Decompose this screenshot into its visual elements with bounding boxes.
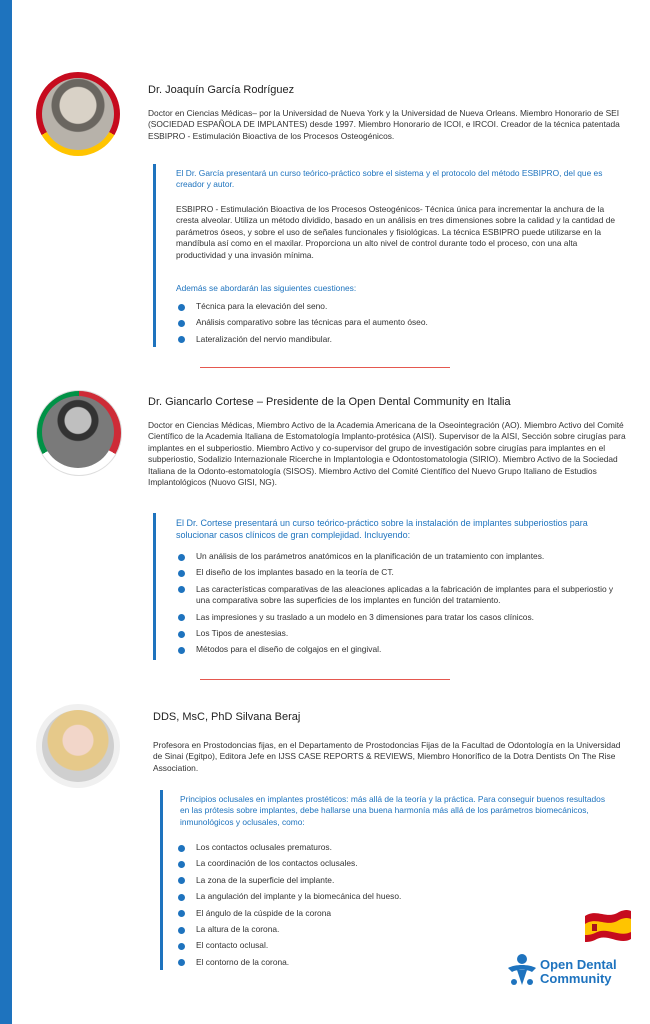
bullet-icon xyxy=(178,336,185,343)
bullet-icon xyxy=(178,554,185,561)
course-description: ESBIPRO - Estimulación Bioactiva de los Procesos Osteogénicos- Técnica única para incrementar la anchura de la cresta alveolar. Utiliza un método dividido, basado en un análisis en tres dimensiones sobre la calidad y la cantidad de parámetros óseos, y sobre el uso de señales funcionales y fisiológicas. La técnica ESBIPRO puede utilizarse en la mandíbula así como en el maxilar. Proporciona un alto nivel de control durante todo el proceso, con una alta productividad y una invasión mínima. xyxy=(176,204,616,260)
list-item: La angulación del implante y la biomecánica del hueso. xyxy=(176,891,516,902)
speaker-bio: Doctor en Ciencias Médicas, Miembro Activo de la Academia Americana de la Oseointegración (AO). Miembro Activo del Comité Científico de la Academia Italiana de Estomatología Implanto-protésica (AISI). Supervisor de la AISI, Sección sobre cirugías para implantes en el subperiostio. Miembro Activo y co-supervisor del grupo de investigación sobre cirugías para implantes en el subperiostio, Sodalizio Internazionale Ricerche in Implantologia e Odontostomatologia (SIRIO). Miembro Activo de la Sociedad Italiana de la Odonto-estomatología (SISOS). Miembro Activo del Comité Científico del Nuevo Grupo Italiano de Estudios Implantológicos (Nuovo GISI, NG). xyxy=(148,420,626,488)
speaker-name: Dr. Giancarlo Cortese – Presidente de la Open Dental Community en Italia xyxy=(148,396,511,408)
bullet-icon xyxy=(178,320,185,327)
spain-flag-icon xyxy=(583,906,633,948)
list-item: El contorno de la corona. xyxy=(176,957,516,968)
bullet-icon xyxy=(178,570,185,577)
topic-list xyxy=(176,842,516,973)
section-divider xyxy=(200,679,450,680)
section-divider xyxy=(200,367,450,368)
list-item: El diseño de los implantes basado en la teoría de CT. xyxy=(176,567,616,578)
list-item: Las impresiones y su traslado a un modelo en 3 dimensiones para tratar los casos clínicos. xyxy=(176,612,616,623)
topic-list xyxy=(176,301,622,350)
list-item: Los Tipos de anestesias. xyxy=(176,628,616,639)
quote-bar xyxy=(160,790,163,970)
list-item: Análisis comparativo sobre las técnicas para el aumento óseo. xyxy=(176,317,622,328)
avatar-garcia xyxy=(42,78,114,150)
course-intro: El Dr. Cortese presentará un curso teórico-práctico sobre la instalación de implantes subperiostios para solucionar casos clínicos de gran complejidad. Incluyendo: xyxy=(176,518,588,540)
list-item: Los contactos oclusales prematuros. xyxy=(176,842,516,853)
bullet-icon xyxy=(178,943,185,950)
bullet-icon xyxy=(178,845,185,852)
list-item: El ángulo de la cúspide de la corona xyxy=(176,908,516,919)
speaker-bio: Doctor en Ciencias Médicas– por la Universidad de Nueva York y la Universidad de Nueva Orleans. Miembro Honorario de SEI (SOCIEDAD ESPAÑOLA DE IMPLANTES) desde 1997. Miembro Honorario de ICOI, e IRCOI. Creador de la técnica patentada ESBIPRO - Estimulación Bioactiva de los Procesos Osteogénicos. xyxy=(148,108,620,141)
list-item: Lateralización del nervio mandibular. xyxy=(176,334,622,345)
speaker-bio: Profesora en Prostodoncias fijas, en el Departamento de Prostodoncias Fijas de la Facultad de Odontología en la Universidad de Sinai (Egitpo), Editora Jefe en IJSS CASE REPORTS & REVIEWS, Miembro Honorífico de la Dotra Dentists On The Rise Association. xyxy=(153,740,621,773)
bullet-icon xyxy=(178,614,185,621)
bullet-icon xyxy=(178,647,185,654)
logo-line-2: Community xyxy=(540,971,612,986)
logo-text xyxy=(540,958,617,986)
avatar-beraj xyxy=(42,710,114,782)
list-item: La coordinación de los contactos oclusales. xyxy=(176,858,516,869)
left-edge-stripe xyxy=(0,0,12,1024)
bullet-icon xyxy=(178,927,185,934)
bullet-icon xyxy=(178,910,185,917)
list-item: La zona de la superficie del implante. xyxy=(176,875,516,886)
bullet-icon xyxy=(178,304,185,311)
bullet-icon xyxy=(178,877,185,884)
list-item: Un análisis de los parámetros anatómicos en la planificación de un tratamiento con implantes. xyxy=(176,551,616,562)
speaker-name: Dr. Joaquín García Rodríguez xyxy=(148,84,295,96)
logo-line-1: Open Dental xyxy=(540,957,617,972)
course-intro: El Dr. García presentará un curso teórico-práctico sobre el sistema y el protocolo del método ESBIPRO, del que es creador y autor. xyxy=(176,168,603,190)
bullet-icon xyxy=(178,861,185,868)
topics-heading: Además se abordarán las siguientes cuestiones: xyxy=(176,283,357,293)
quote-bar xyxy=(153,513,156,660)
list-item: Las características comparativas de las aleaciones aplicadas a la fabricación de implantes para el subperiostio y una comparativa sobre las superficies de los implantes en función del tratamiento. xyxy=(176,584,616,607)
speaker-name: DDS, MsC, PhD Silvana Beraj xyxy=(153,711,301,723)
list-item: El contacto oclusal. xyxy=(176,940,516,951)
open-dental-community-logo-icon xyxy=(505,952,539,988)
bullet-icon xyxy=(178,959,185,966)
bullet-icon xyxy=(178,631,185,638)
list-item: Técnica para la elevación del seno. xyxy=(176,301,622,312)
avatar-cortese xyxy=(42,396,114,468)
list-item: Métodos para el diseño de colgajos en el gingival. xyxy=(176,644,616,655)
bullet-icon xyxy=(178,586,185,593)
list-item: La altura de la corona. xyxy=(176,924,516,935)
topic-list xyxy=(176,551,616,661)
quote-bar xyxy=(153,164,156,347)
bullet-icon xyxy=(178,894,185,901)
course-intro: Principios oclusales en implantes prostéticos: más allá de la teoría y la práctica. Para conseguir buenos resultados en las prótesis sobre implantes, debe hallarse una buena harmonía más allá de los parámetros biomecánicos, inmunológicos y oclusales, como: xyxy=(180,794,606,827)
